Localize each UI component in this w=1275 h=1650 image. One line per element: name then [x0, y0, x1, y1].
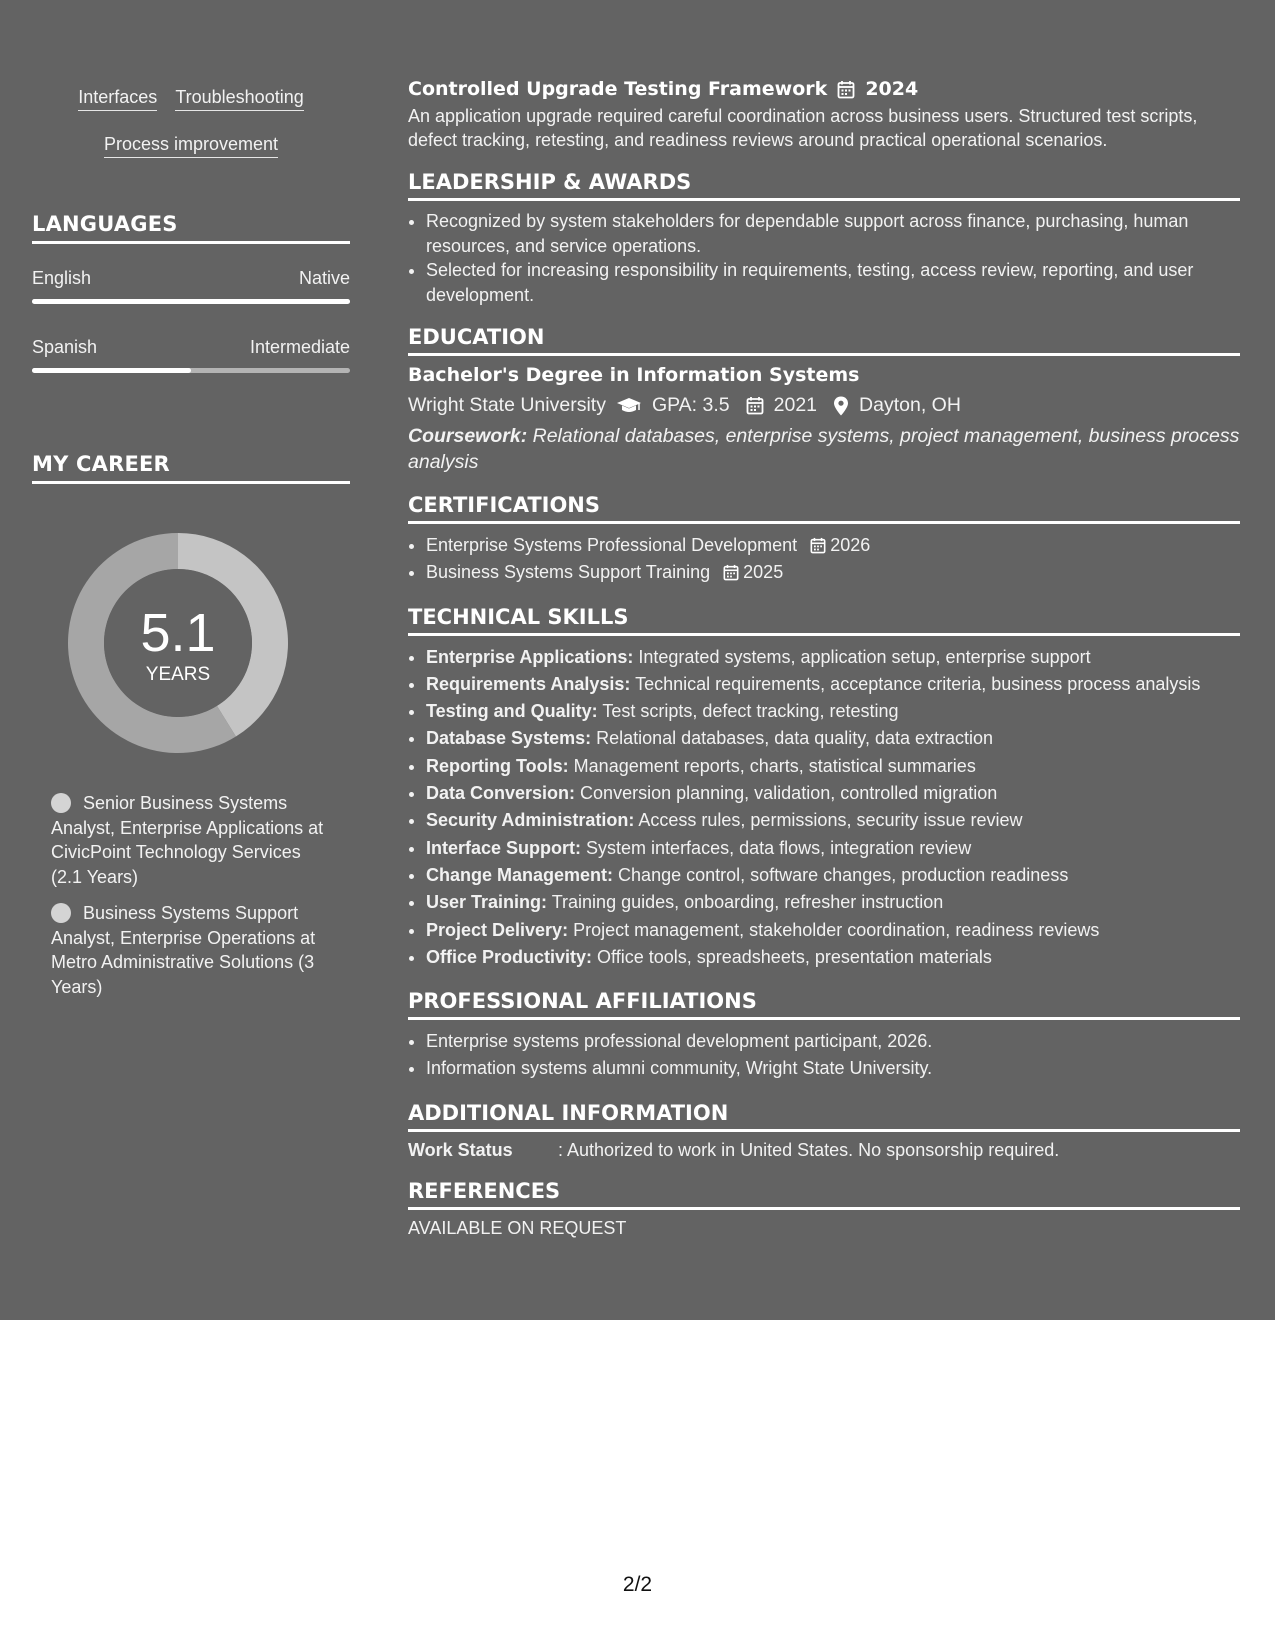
skill-item: [426, 944, 1240, 971]
gpa: GPA: 3.5: [651, 394, 730, 416]
skill-tags: [32, 86, 350, 158]
certifications-list: [408, 532, 1240, 587]
coursework-text: Relational databases, enterprise systems, project management, business process analysis: [408, 425, 1240, 473]
skill-detail: Technical requirements, acceptance criteria, business process analysis: [635, 673, 1201, 694]
skill-detail: Relational databases, data quality, data extraction: [596, 728, 994, 749]
skill-item: [426, 698, 1240, 725]
skill-category: Data Conversion:: [426, 783, 576, 804]
skill-detail: System interfaces, data flows, integration review: [586, 837, 972, 858]
skill-category: Reporting Tools:: [426, 755, 569, 776]
skill-detail: Conversion planning, validation, controlled migration: [580, 783, 998, 804]
skill-category: Interface Support:: [426, 837, 582, 858]
skill-detail: Office tools, spreadsheets, presentation materials: [597, 946, 992, 967]
skill-item: [426, 671, 1240, 698]
work-status-row: [408, 1140, 1240, 1161]
skill-item: [426, 753, 1240, 780]
affiliations-list: [408, 1028, 1240, 1083]
calendar-icon: [746, 396, 764, 415]
skill-category: Requirements Analysis:: [426, 673, 631, 694]
career-item: Business Systems Support Analyst, Enterprise Operations at Metro Administrative Solutions (3 Years): [51, 903, 316, 997]
career-heading: MY CAREER: [32, 452, 350, 484]
language-level: Intermediate: [249, 337, 350, 357]
career-item: Senior Business Systems Analyst, Enterprise Applications at CivicPoint Technology Services (2.1 Years): [51, 793, 324, 887]
references-text: AVAILABLE ON REQUEST: [408, 1217, 627, 1238]
career-years-unit: YEARS: [145, 664, 211, 685]
skill-category: Change Management:: [426, 864, 614, 885]
school-location: Dayton, OH: [859, 394, 961, 416]
language-bar: [32, 368, 350, 373]
language-name: English: [32, 268, 92, 288]
technical-skills-list: [408, 644, 1240, 972]
skill-category: Office Productivity:: [426, 946, 593, 967]
skill-tag: Troubleshooting: [175, 86, 303, 111]
leadership-heading: LEADERSHIP & AWARDS: [408, 170, 1240, 201]
certification-item: • Business Systems Support Training 2025: [426, 559, 1240, 586]
language-bar-fill: [32, 368, 191, 373]
graduation-cap-icon: [616, 397, 642, 415]
languages-heading: LANGUAGES: [32, 212, 350, 244]
project-description: An application upgrade required careful coordination across business users. Structured test scripts, defect tracking, retesting, and readiness reviews around practical operational scenarios.: [408, 106, 1198, 150]
language-name: Spanish: [32, 337, 98, 357]
work-status-value: : Authorized to work in United States. No sponsorship required.: [558, 1139, 1060, 1160]
certifications-heading: CERTIFICATIONS: [408, 493, 1240, 524]
skill-tag: Interfaces: [78, 86, 157, 111]
skill-item: [426, 807, 1240, 834]
education-meta: [408, 394, 1240, 417]
skill-detail: Access rules, permissions, security issue review: [638, 810, 1023, 831]
skill-item: [426, 862, 1240, 889]
skill-category: Project Delivery:: [426, 919, 569, 940]
references-heading: REFERENCES: [408, 1179, 1240, 1210]
work-status-label: Work Status: [408, 1139, 513, 1160]
project-title-row: [408, 78, 1240, 100]
list-item: • Recognized by system stakeholders for dependable support across finance, purchasing, human resources, and service operations.: [426, 209, 1240, 258]
language-bar-fill: [32, 299, 350, 304]
calendar-icon: [837, 80, 855, 99]
list-item: • Enterprise systems professional development participant, 2026.: [426, 1028, 1240, 1055]
skill-item: [426, 780, 1240, 807]
school-name: Wright State University: [408, 394, 606, 416]
main-content: [408, 78, 1240, 1239]
leadership-list: [408, 209, 1240, 307]
language-level: Native: [298, 268, 350, 288]
list-item: • Selected for increasing responsibility in requirements, testing, access review, reporting, and user development.: [426, 258, 1240, 307]
skill-detail: Management reports, charts, statistical summaries: [573, 755, 976, 776]
additional-info-heading: ADDITIONAL INFORMATION: [408, 1101, 1240, 1132]
skill-category: Testing and Quality:: [426, 701, 598, 722]
skill-tag: Process improvement: [104, 133, 278, 158]
career-years-value: 5.1: [140, 603, 216, 663]
skill-detail: Integrated systems, application setup, enterprise support: [638, 646, 1091, 667]
coursework-label: Coursework:: [408, 425, 528, 447]
project-year: 2024: [865, 78, 919, 100]
location-pin-icon: [833, 396, 849, 416]
graduation-year: 2021: [773, 394, 818, 416]
language-bar: [32, 299, 350, 304]
education-heading: EDUCATION: [408, 325, 1240, 356]
coursework: [408, 423, 1240, 475]
skill-detail: Test scripts, defect tracking, retesting: [602, 701, 899, 722]
career-dot-icon: [51, 793, 71, 813]
skill-item: [426, 835, 1240, 862]
skill-item: [426, 889, 1240, 916]
skill-category: Database Systems:: [426, 728, 592, 749]
skill-item: [426, 917, 1240, 944]
skill-detail: Training guides, onboarding, refresher instruction: [551, 892, 944, 913]
skill-category: Security Administration:: [426, 810, 635, 831]
page-number: 2/2: [622, 1573, 653, 1596]
skill-category: User Training:: [426, 892, 548, 913]
skill-category: Enterprise Applications:: [426, 646, 634, 667]
list-item: • Information systems alumni community, Wright State University.: [426, 1055, 1240, 1082]
career-donut: [65, 530, 291, 756]
affiliations-heading: PROFESSIONAL AFFILIATIONS: [408, 989, 1240, 1020]
skill-detail: Change control, software changes, production readiness: [618, 864, 1069, 885]
language-english: [32, 268, 350, 304]
career-dot-icon: [51, 903, 71, 923]
language-spanish: [32, 337, 350, 373]
technical-skills-heading: TECHNICAL SKILLS: [408, 605, 1240, 636]
skill-item: [426, 644, 1240, 671]
project-title: Controlled Upgrade Testing Framework: [408, 78, 828, 100]
calendar-icon: [723, 564, 739, 581]
skill-item: [426, 725, 1240, 752]
calendar-icon: [810, 537, 826, 554]
degree-title: Bachelor's Degree in Information Systems: [408, 364, 860, 386]
skill-detail: Project management, stakeholder coordination, readiness reviews: [573, 919, 1100, 940]
certification-item: • Enterprise Systems Professional Development 2026: [426, 532, 1240, 559]
